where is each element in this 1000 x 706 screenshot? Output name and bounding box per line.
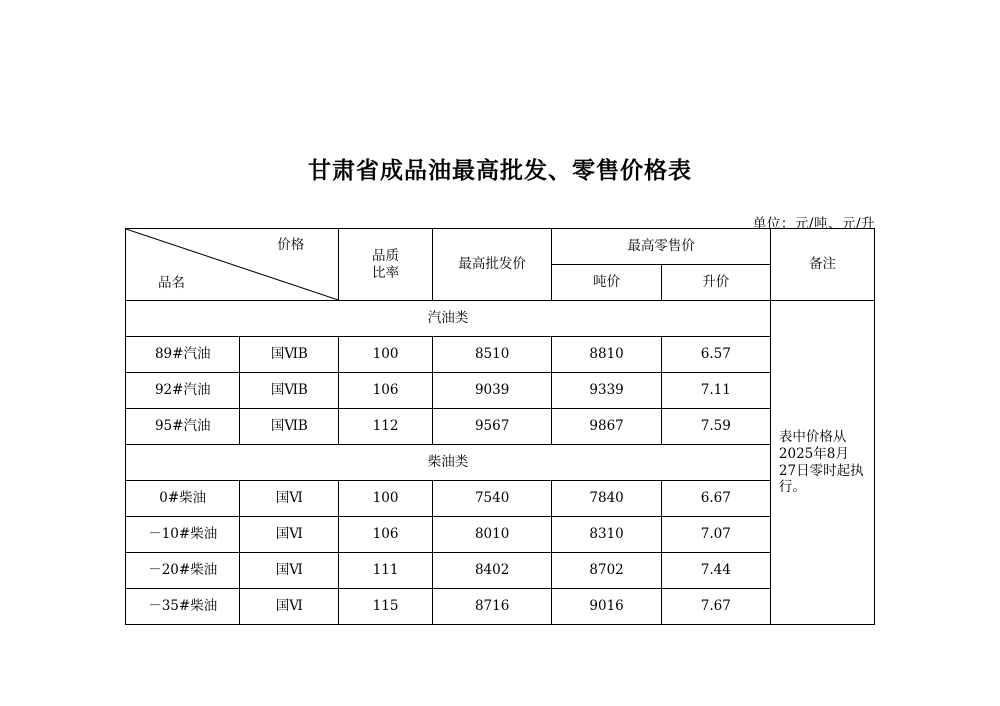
cell-ratio: 111 [339,553,433,589]
price-table [125,228,875,625]
cell-product-name: 95#汽油 [126,409,240,445]
table-row [126,337,875,373]
section-label-diesel: 柴油类 [126,445,771,481]
cell-retail-liter: 7.07 [661,517,770,553]
cell-retail-ton: 9016 [552,589,661,625]
cell-wholesale: 8716 [432,589,552,625]
cell-wholesale: 9567 [432,409,552,445]
section-header-row-gasoline [126,301,875,337]
cell-ratio: 106 [339,373,433,409]
header-remark: 备注 [770,229,874,301]
cell-ratio: 106 [339,517,433,553]
table-row [126,373,875,409]
cell-product-name: －20#柴油 [126,553,240,589]
cell-product-name: 92#汽油 [126,373,240,409]
cell-retail-liter: 7.11 [661,373,770,409]
corner-price-label: 价格 [277,237,305,253]
cell-grade: 国ⅥB [240,373,339,409]
cell-ratio: 100 [339,337,433,373]
cell-ratio: 115 [339,589,433,625]
cell-retail-liter: 6.67 [661,481,770,517]
cell-retail-liter: 7.59 [661,409,770,445]
header-quality-ratio [339,229,433,301]
cell-retail-ton: 9867 [552,409,661,445]
header-quality-ratio-line2: 比率 [372,264,400,281]
table-row [126,517,875,553]
cell-wholesale: 7540 [432,481,552,517]
cell-retail-ton: 8810 [552,337,661,373]
cell-wholesale: 8510 [432,337,552,373]
cell-product-name: －35#柴油 [126,589,240,625]
cell-grade: 国Ⅵ [240,481,339,517]
cell-ratio: 112 [339,409,433,445]
cell-retail-ton: 8310 [552,517,661,553]
header-max-retail: 最高零售价 [552,229,770,265]
header-retail-ton: 吨价 [552,265,661,301]
cell-grade: 国Ⅵ [240,517,339,553]
header-quality-ratio-line1: 品质 [372,247,400,264]
page-title: 甘肃省成品油最高批发、零售价格表 [308,157,692,184]
cell-wholesale: 9039 [432,373,552,409]
corner-header-cell [126,229,339,301]
table-row [126,481,875,517]
remark-cell [770,301,874,625]
cell-retail-ton: 8702 [552,553,661,589]
table-row [126,553,875,589]
cell-grade: 国ⅥB [240,337,339,373]
cell-retail-ton: 9339 [552,373,661,409]
cell-product-name: －10#柴油 [126,517,240,553]
remark-text: 表中价格从2025年8月27日零时起执行。 [778,428,864,496]
table-header-row-1 [126,229,875,265]
cell-wholesale: 8402 [432,553,552,589]
cell-ratio: 100 [339,481,433,517]
cell-retail-ton: 7840 [552,481,661,517]
cell-grade: 国ⅥB [240,409,339,445]
cell-product-name: 0#柴油 [126,481,240,517]
section-header-row-diesel [126,445,875,481]
cell-grade: 国Ⅵ [240,553,339,589]
cell-retail-liter: 7.67 [661,589,770,625]
corner-name-label: 品名 [158,275,185,292]
header-max-wholesale: 最高批发价 [432,229,552,301]
header-retail-liter: 升价 [661,265,770,301]
table-row [126,409,875,445]
cell-product-name: 89#汽油 [126,337,240,373]
cell-grade: 国Ⅵ [240,589,339,625]
cell-retail-liter: 6.57 [661,337,770,373]
table-row [126,589,875,625]
unit-note: 单位：元/吨、元/升 [752,216,875,232]
cell-retail-liter: 7.44 [661,553,770,589]
cell-wholesale: 8010 [432,517,552,553]
section-label-gasoline: 汽油类 [126,301,771,337]
